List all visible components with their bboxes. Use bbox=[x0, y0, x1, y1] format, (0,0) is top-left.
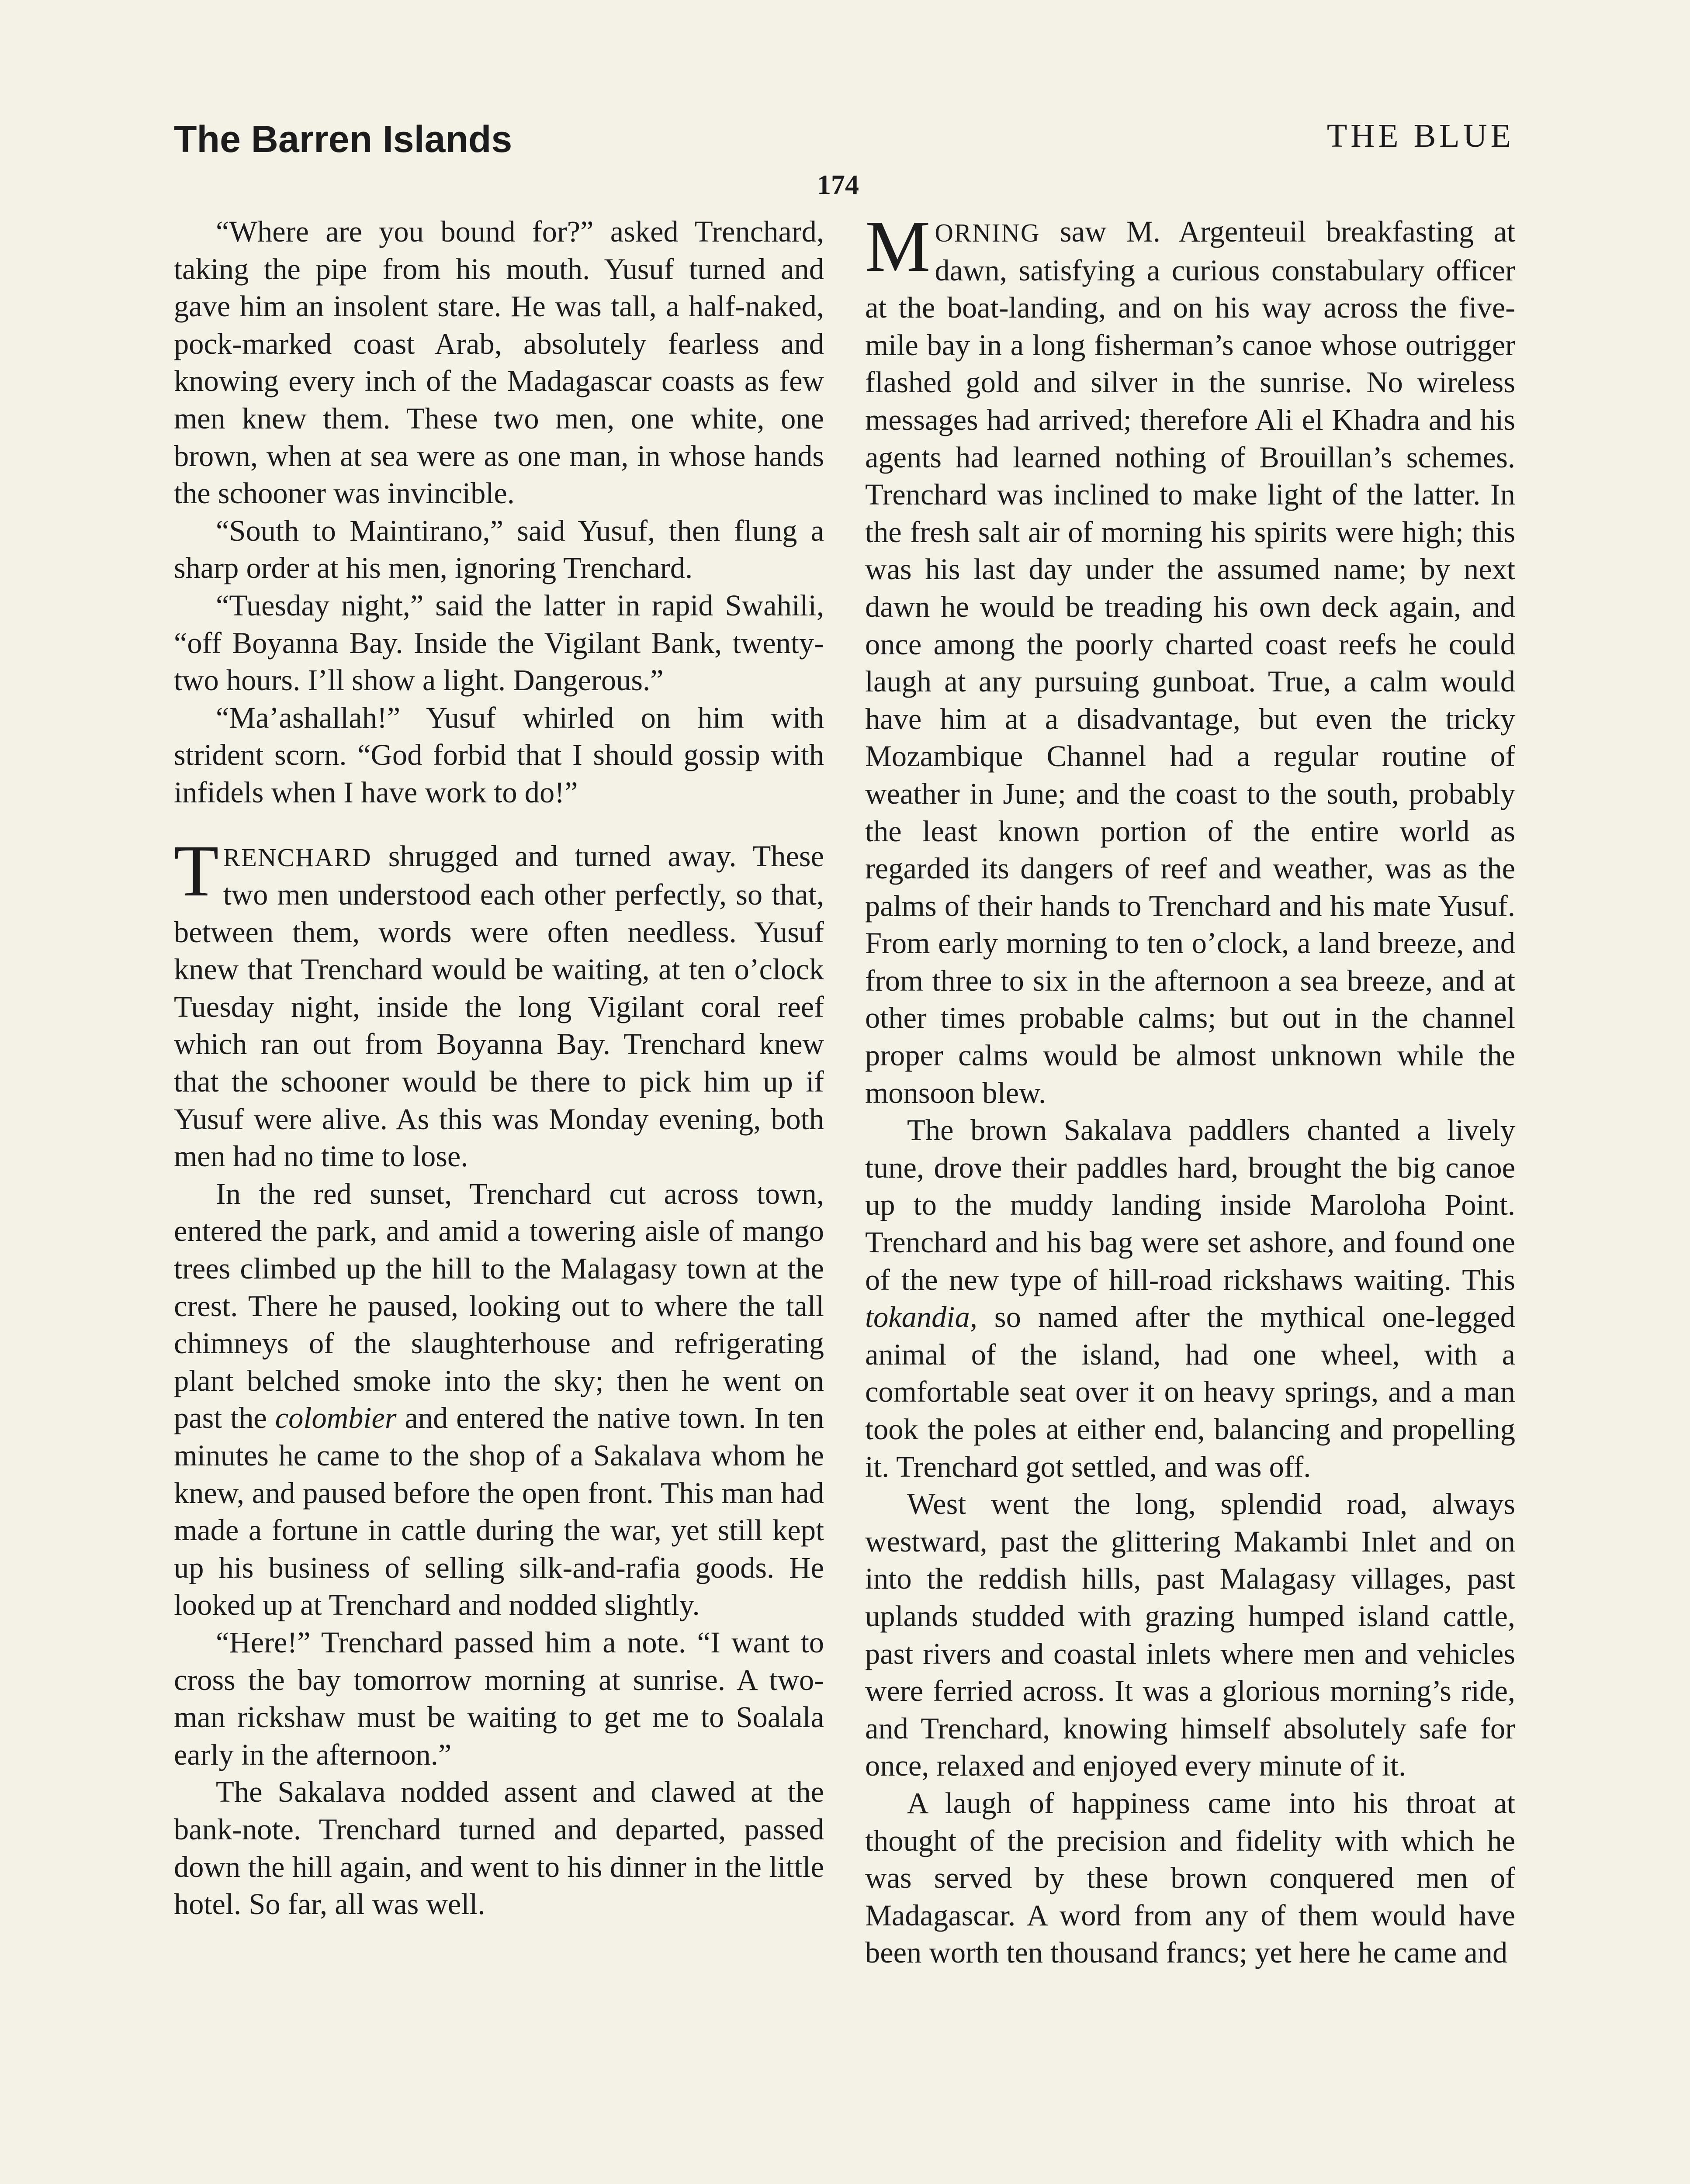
italic-word: colombier bbox=[275, 1401, 397, 1435]
running-title-right: THE BLUE bbox=[1326, 117, 1514, 154]
paragraph-text: so named after the mythical one-legged animal of the island, had one wheel, with a comfortable seat over it on heavy springs, and a man took the poles at either end, balancing and propelling it. Trenchard got settled, and was off. bbox=[865, 1300, 1515, 1483]
page-number: 174 bbox=[817, 169, 859, 200]
paragraph bbox=[865, 1112, 1515, 1486]
paragraph-text: shrugged and turned away. These two men understood each other perfectly, so that, between them, words were often needless. Yusuf knew that Trenchard would be waiting, at ten o’clock Tuesday night, inside the long Vigilant coral reef which ran out from Boyanna Bay. Trenchard knew that the schooner would be there to pick him up if Yusuf were alive. As this was Monday evening, both men had no time to lose. bbox=[174, 839, 824, 1173]
paragraph: A laugh of happiness came into his throat at thought of the precision and fidelity with which he was served by these brown conquered men of Madagascar. A word from any of them would have been worth ten thousand francs; yet here he came and bbox=[865, 1786, 1515, 1970]
paragraph: “Tuesday night,” said the latter in rapid Swahili, “off Boyanna Bay. Inside the Vigilant Bank, twenty-two hours. I’ll show a light. Dangerous.” bbox=[174, 588, 824, 697]
drop-cap: M bbox=[865, 206, 931, 287]
section-paragraph bbox=[865, 206, 1515, 1112]
right-column bbox=[865, 206, 1515, 1972]
paragraph: “Where are you bound for?” asked Trenchard, taking the pipe from his mouth. Yusuf turned and gave him an insolent stare. He was tall, a half-naked, pock-marked coast Arab, absolutely fearless and knowing every inch of the Madagascar coasts as few men knew them. These two men, one white, one brown, when at sea were as one man, in whose hands the schooner was invincible. bbox=[174, 215, 824, 510]
paragraph-text: and entered the native town. In ten minutes he came to the shop of a Sakalava whom he knew, and paused before the open front. This man had made a fortune in cattle during the war, yet still kept up his business of selling silk-and-rafia goods. He looked up at Trenchard and nodded slightly. bbox=[174, 1401, 824, 1622]
small-caps-lead: ORNING bbox=[935, 219, 1040, 247]
small-caps-lead: RENCHARD bbox=[223, 843, 372, 872]
paragraph-text: saw M. Argenteuil breakfasting at dawn, satisfying a curious constabulary officer at the boat-landing, and on his way across the five-mile bay in a long fisherman’s canoe whose outrigger flashed gold and silver in the sunrise. No wireless messages had arrived; therefore Ali el Khadra and his agents had learned nothing of Brouillan’s schemes. Trenchard was inclined to make light of the latter. In the fresh salt air of morning his spirits were high; this was his last day under the assumed name; by next dawn he would be treading his own deck again, and once among the poorly charted coast reefs he could laugh at any pursuing gunboat. True, a calm would have him at a disadvantage, but even the tricky Mozambique Channel had a regular routine of weather in June; and the coast to the south, probably the least known portion of the entire world as regarded its dangers of reef and weather, was as the palms of their hands to Trenchard and his mate Yusuf. From early morning to ten o’clock, a land breeze, and from three to six in the afternoon a sea breeze, and at other times probable calms; but out in the channel proper calms would be almost unknown while the monsoon blew. bbox=[865, 215, 1515, 1109]
paragraph-text: In the red sunset, Trenchard cut across town, entered the park, and amid a towering aisle of mango trees climbed up the hill to the Malagasy town at the crest. There he paused, looking out to where the tall chimneys of the slaughterhouse and refrigerating plant belched smoke into the sky; then he went on past the bbox=[174, 1177, 824, 1435]
section-paragraph bbox=[174, 830, 824, 1175]
page-header bbox=[0, 0, 1690, 210]
left-column bbox=[174, 213, 824, 1923]
paragraph: “Ma’ashallah!” Yusuf whirled on him with strident scorn. “God forbid that I should gossip with infidels when I have work to do!” bbox=[174, 701, 824, 809]
drop-cap: T bbox=[174, 830, 219, 912]
paragraph bbox=[174, 1175, 824, 1624]
paragraph: “Here!” Trenchard passed him a note. “I want to cross the bay tomorrow morning at sunrise. A two-man rickshaw must be waiting to get me to Soalala early in the afternoon.” bbox=[174, 1625, 824, 1771]
paragraph-text: The brown Sakalava paddlers chanted a lively tune, drove their paddles hard, brought the big canoe up to the muddy landing inside Maroloha Point. Trenchard and his bag were set ashore, and found one of the new type of hill-road rickshaws waiting. This bbox=[865, 1113, 1515, 1296]
running-title-left: The Barren Islands bbox=[174, 118, 513, 160]
italic-word: tokandia, bbox=[865, 1300, 977, 1334]
paragraph: “South to Maintirano,” said Yusuf, then flung a sharp order at his men, ignoring Trenchard. bbox=[174, 514, 824, 585]
paragraph: West went the long, splendid road, always westward, past the glittering Makambi Inlet and on into the reddish hills, past Malagasy villages, past uplands studded with grazing humped island cattle, past rivers and coastal inlets where men and vehicles were ferried across. It was a glorious morning’s ride, and Trenchard, knowing himself absolutely safe for once, relaxed and enjoyed every minute of it. bbox=[865, 1487, 1515, 1783]
paragraph: The Sakalava nodded assent and clawed at the bank-note. Trenchard turned and departed, passed down the hill again, and went to his dinner in the little hotel. So far, all was well. bbox=[174, 1775, 824, 1921]
